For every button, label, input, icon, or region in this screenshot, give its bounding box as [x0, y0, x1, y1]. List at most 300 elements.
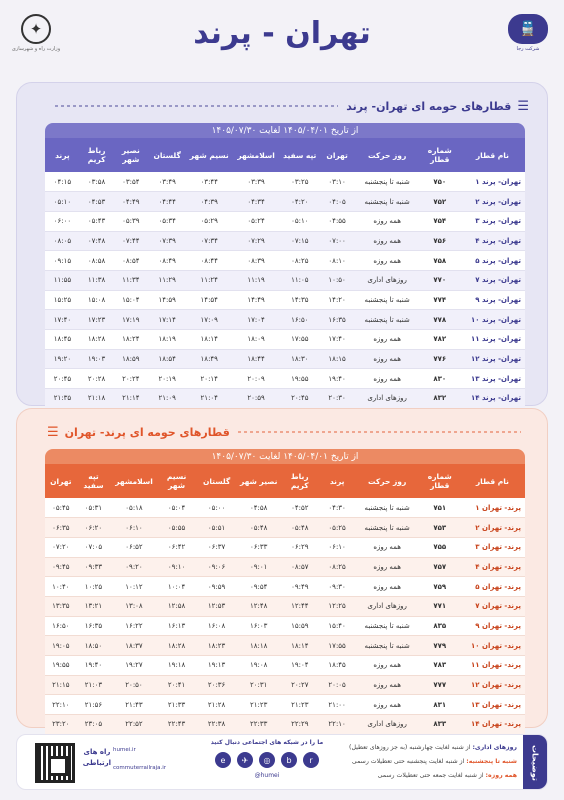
table-row — [45, 330, 525, 350]
time-cell: ۱۱:۵۵ — [45, 270, 80, 290]
train-name-cell: تهران- پرند ۲ — [460, 192, 525, 212]
column-header: روز حرکت — [355, 464, 420, 498]
table-row — [45, 656, 525, 676]
time-cell: ۱۷:۰۹ — [186, 310, 232, 330]
table-row — [45, 616, 525, 636]
table-row — [45, 290, 525, 310]
table-row — [45, 270, 525, 290]
train-name-cell: تهران- پرند ۴ — [460, 231, 525, 251]
time-cell: ۰۶:۲۰ — [77, 518, 111, 538]
time-cell: ۰۴:۰۵ — [320, 192, 355, 212]
time-cell: ۱۵:۴۰ — [320, 616, 355, 636]
time-cell: ۱۹:۰۳ — [80, 349, 114, 369]
notes-list — [337, 741, 517, 783]
time-cell: ۲۰:۴۵ — [45, 369, 80, 389]
section1-date-range: از تاریخ ۱۴۰۵/۰۴/۰۱ لغایت ۱۴۰۵/۰۷/۳۰ — [45, 123, 525, 138]
time-cell: ۱۹:۰۴ — [280, 656, 320, 676]
time-cell: ۰۹:۱۰ — [158, 557, 196, 577]
time-cell: ۲۰:۲۴ — [113, 369, 148, 389]
time-cell: ۱۸:۱۴ — [186, 330, 232, 350]
time-cell: ۱۲:۵۸ — [158, 596, 196, 616]
note1-key: روزهای اداری: — [472, 744, 517, 751]
time-cell: ۰۹:۰۱ — [238, 557, 280, 577]
train-number-cell: ۷۷۱ — [420, 596, 460, 616]
section2-table — [45, 464, 525, 735]
run-days-cell: همه روزه — [355, 251, 420, 271]
time-cell: ۱۸:۵۴ — [148, 349, 186, 369]
time-cell: ۲۰:۲۷ — [280, 675, 320, 695]
table-row — [45, 310, 525, 330]
time-cell: ۰۸:۲۵ — [280, 251, 320, 271]
time-cell: ۲۱:۵۶ — [77, 695, 111, 715]
table-row — [45, 172, 525, 192]
section2-date-range: از تاریخ ۱۴۰۵/۰۴/۰۱ لغایت ۱۴۰۵/۰۷/۳۰ — [45, 449, 525, 464]
time-cell: ۱۸:۱۸ — [238, 636, 280, 656]
time-cell: ۱۸:۲۴ — [113, 330, 148, 350]
train-name-cell: پرند- تهران ۱۰ — [460, 636, 525, 656]
parand-tehran-section — [16, 408, 548, 728]
train-name-cell: پرند- تهران ۴ — [460, 557, 525, 577]
train-number-cell: ۸۳۵ — [420, 616, 460, 636]
train-number-cell: ۷۵۸ — [420, 251, 460, 271]
table-row — [45, 251, 525, 271]
time-cell: ۱۴:۵۴ — [186, 290, 232, 310]
social-block — [187, 739, 347, 779]
run-days-cell: شنبه تا پنجشنبه — [355, 518, 420, 538]
tehran-parand-section — [16, 82, 548, 406]
page-header — [0, 0, 564, 66]
run-days-cell: همه روزه — [355, 656, 420, 676]
time-cell: ۱۹:۱۸ — [158, 656, 196, 676]
run-days-cell: شنبه تا پنجشنبه — [355, 498, 420, 518]
section2-title-bar — [47, 421, 529, 443]
time-cell: ۱۳:۲۱ — [77, 596, 111, 616]
time-cell: ۰۷:۳۴ — [186, 231, 232, 251]
time-cell: ۱۸:۲۸ — [80, 330, 114, 350]
time-cell: ۰۴:۵۳ — [80, 192, 114, 212]
time-cell: ۱۶:۳۵ — [77, 616, 111, 636]
column-header: رباط کریم — [80, 138, 114, 172]
time-cell: ۰۶:۱۰ — [110, 518, 157, 538]
qr-code-icon[interactable] — [35, 743, 75, 783]
time-cell: ۱۵:۵۹ — [280, 616, 320, 636]
time-cell: ۲۱:۰۳ — [77, 675, 111, 695]
train-number-cell: ۸۳۱ — [420, 695, 460, 715]
time-cell: ۰۴:۳۰ — [320, 498, 355, 518]
section1-table-wrap — [45, 123, 525, 409]
time-cell: ۱۰:۱۲ — [110, 577, 157, 597]
table-row — [45, 349, 525, 369]
social-title: ما را در شبکه های اجتماعی دنبال کنید — [210, 739, 324, 746]
time-cell: ۱۸:۵۰ — [77, 636, 111, 656]
time-cell: ۲۱:۲۳ — [280, 695, 320, 715]
time-cell: ۱۷:۱۴ — [148, 310, 186, 330]
time-cell: ۰۴:۲۰ — [280, 192, 320, 212]
page-title: تهران - پرند — [193, 15, 371, 51]
time-cell: ۰۵:۲۴ — [232, 211, 279, 231]
time-cell: ۲۰:۰۹ — [232, 369, 279, 389]
time-cell: ۲۲:۳۳ — [238, 715, 280, 735]
time-cell: ۱۱:۲۴ — [186, 270, 232, 290]
column-header: تپه سفید — [280, 138, 320, 172]
section1-table — [45, 138, 525, 409]
time-cell: ۱۵:۰۸ — [80, 290, 114, 310]
time-cell: ۰۷:۲۰ — [45, 537, 77, 557]
time-cell: ۱۸:۱۵ — [320, 349, 355, 369]
time-cell: ۱۹:۱۳ — [196, 656, 238, 676]
raja-caption: شرکت رجا — [516, 46, 540, 52]
time-cell: ۰۳:۲۵ — [280, 172, 320, 192]
notes-tab: توضیحات — [523, 735, 547, 790]
time-cell: ۱۳:۳۵ — [45, 596, 77, 616]
time-cell: ۱۷:۵۵ — [320, 636, 355, 656]
time-cell: ۲۰:۵۰ — [110, 675, 157, 695]
train-number-cell: ۷۷۸ — [420, 310, 460, 330]
run-days-cell: همه روزه — [355, 675, 420, 695]
time-cell: ۲۱:۳۵ — [45, 389, 80, 409]
run-days-cell: روزهای اداری — [355, 389, 420, 409]
website-link-humei[interactable]: humei.ir — [113, 747, 136, 753]
time-cell: ۲۱:۴۳ — [110, 695, 157, 715]
rubika-icon[interactable]: r — [303, 752, 319, 768]
train-number-cell: ۷۵۳ — [420, 518, 460, 538]
time-cell: ۲۳:۲۰ — [45, 715, 77, 735]
time-cell: ۰۹:۳۰ — [320, 577, 355, 597]
column-header: اسلامشهر — [110, 464, 157, 498]
time-cell: ۲۲:۵۲ — [110, 715, 157, 735]
time-cell: ۲۱:۳۳ — [158, 695, 196, 715]
train-number-cell: ۷۵۶ — [420, 231, 460, 251]
table-row — [45, 695, 525, 715]
time-cell: ۲۳:۰۵ — [77, 715, 111, 735]
time-cell: ۰۴:۵۲ — [280, 498, 320, 518]
train-name-cell: پرند- تهران ۲ — [460, 518, 525, 538]
time-cell: ۰۳:۵۸ — [80, 172, 114, 192]
time-cell: ۱۵:۲۵ — [45, 290, 80, 310]
time-cell: ۰۹:۰۶ — [196, 557, 238, 577]
time-cell: ۰۶:۳۳ — [238, 537, 280, 557]
time-cell: ۰۵:۴۸ — [280, 518, 320, 538]
run-days-cell: همه روزه — [355, 537, 420, 557]
time-cell: ۰۵:۵۱ — [196, 518, 238, 538]
time-cell: ۱۹:۵۵ — [45, 656, 77, 676]
time-cell: ۱۰:۴۰ — [45, 577, 77, 597]
time-cell: ۱۷:۴۰ — [320, 330, 355, 350]
time-cell: ۰۸:۲۵ — [320, 557, 355, 577]
time-cell: ۰۸:۳۹ — [232, 251, 279, 271]
time-cell: ۱۹:۰۵ — [45, 636, 77, 656]
train-number-cell: ۷۸۲ — [420, 330, 460, 350]
time-cell: ۰۶:۳۵ — [45, 518, 77, 538]
time-cell: ۰۳:۴۹ — [148, 172, 186, 192]
run-days-cell: شنبه تا پنجشنبه — [355, 310, 420, 330]
time-cell: ۰۸:۵۴ — [113, 251, 148, 271]
time-cell: ۱۰:۲۵ — [77, 577, 111, 597]
time-cell: ۱۴:۴۹ — [232, 290, 279, 310]
time-cell: ۲۰:۱۹ — [148, 369, 186, 389]
run-days-cell: همه روزه — [355, 211, 420, 231]
time-cell: ۰۵:۴۳ — [80, 211, 114, 231]
time-cell: ۱۸:۲۳ — [196, 636, 238, 656]
time-cell: ۱۷:۱۹ — [113, 310, 148, 330]
rail-icon: ☰ — [47, 424, 59, 440]
time-cell: ۰۴:۴۹ — [113, 192, 148, 212]
train-name-cell: تهران- پرند ۱۱ — [460, 330, 525, 350]
train-number-cell: ۸۳۲ — [420, 389, 460, 409]
time-cell: ۰۶:۴۲ — [158, 537, 196, 557]
column-header: تهران — [320, 138, 355, 172]
table-row — [45, 518, 525, 538]
telegram-icon[interactable]: ✈ — [237, 752, 253, 768]
time-cell: ۱۸:۱۴ — [280, 636, 320, 656]
time-cell: ۱۶:۱۳ — [158, 616, 196, 636]
train-number-cell: ۷۵۵ — [420, 537, 460, 557]
time-cell: ۲۰:۴۵ — [280, 389, 320, 409]
time-cell: ۱۹:۵۵ — [280, 369, 320, 389]
train-number-cell: ۷۷۰ — [420, 270, 460, 290]
note3-key: همه روزه: — [485, 772, 517, 779]
time-cell: ۲۲:۳۸ — [196, 715, 238, 735]
time-cell: ۱۷:۲۳ — [80, 310, 114, 330]
time-cell: ۰۷:۲۹ — [232, 231, 279, 251]
run-days-cell: همه روزه — [355, 231, 420, 251]
time-cell: ۰۵:۳۱ — [77, 498, 111, 518]
train-number-cell: ۷۷۶ — [420, 349, 460, 369]
run-days-cell: همه روزه — [355, 369, 420, 389]
time-cell: ۰۹:۵۴ — [238, 577, 280, 597]
run-days-cell: شنبه تا پنجشنبه — [355, 636, 420, 656]
time-cell: ۰۷:۰۰ — [320, 231, 355, 251]
train-logo-icon: 🚆 — [508, 14, 548, 44]
column-header: گلستان — [148, 138, 186, 172]
footer-notes — [16, 734, 548, 790]
time-cell: ۱۸:۴۵ — [45, 330, 80, 350]
column-header: پرند — [320, 464, 355, 498]
time-cell: ۱۶:۰۳ — [238, 616, 280, 636]
time-cell: ۰۴:۵۸ — [238, 498, 280, 518]
table-row — [45, 675, 525, 695]
train-name-cell: تهران- پرند ۵ — [460, 251, 525, 271]
time-cell: ۰۳:۵۴ — [113, 172, 148, 192]
column-header: نصیر شهر — [238, 464, 280, 498]
time-cell: ۰۳:۱۰ — [320, 172, 355, 192]
time-cell: ۱۱:۰۵ — [280, 270, 320, 290]
time-cell: ۰۵:۳۹ — [113, 211, 148, 231]
column-header: شماره قطار — [420, 464, 460, 498]
train-number-cell: ۷۵۹ — [420, 577, 460, 597]
run-days-cell: همه روزه — [355, 349, 420, 369]
time-cell: ۰۵:۴۵ — [45, 498, 77, 518]
contact-label: راه های ارتباطی — [82, 748, 111, 767]
time-cell: ۰۹:۵۹ — [196, 577, 238, 597]
time-cell: ۱۴:۳۵ — [280, 290, 320, 310]
train-number-cell: ۷۷۴ — [420, 290, 460, 310]
time-cell: ۱۷:۴۰ — [45, 310, 80, 330]
column-header: نصیر شهر — [113, 138, 148, 172]
train-name-cell: پرند- تهران ۱ — [460, 498, 525, 518]
time-cell: ۱۸:۵۹ — [113, 349, 148, 369]
time-cell: ۰۸:۵۸ — [80, 251, 114, 271]
rail-track-decoration — [238, 431, 521, 433]
time-cell: ۲۱:۰۹ — [148, 389, 186, 409]
time-cell: ۰۵:۵۵ — [158, 518, 196, 538]
time-cell: ۱۸:۰۹ — [232, 330, 279, 350]
time-cell: ۲۱:۱۴ — [113, 389, 148, 409]
time-cell: ۱۱:۳۴ — [113, 270, 148, 290]
train-name-cell: تهران- پرند ۱۰ — [460, 310, 525, 330]
train-name-cell: پرند- تهران ۷ — [460, 596, 525, 616]
train-name-cell: پرند- تهران ۱۲ — [460, 675, 525, 695]
time-cell: ۰۴:۳۹ — [186, 192, 232, 212]
time-cell: ۰۹:۱۵ — [45, 251, 80, 271]
time-cell: ۲۱:۱۵ — [45, 675, 77, 695]
time-cell: ۲۲:۱۰ — [320, 715, 355, 735]
time-cell: ۰۵:۰۴ — [158, 498, 196, 518]
time-cell: ۲۲:۲۹ — [280, 715, 320, 735]
time-cell: ۰۷:۳۹ — [148, 231, 186, 251]
raja-logo — [506, 9, 550, 57]
time-cell: ۰۶:۳۷ — [196, 537, 238, 557]
table-row — [45, 192, 525, 212]
time-cell: ۰۸:۴۹ — [148, 251, 186, 271]
table-row — [45, 231, 525, 251]
section1-title: قطارهای حومه ای تهران- پرند — [346, 99, 512, 113]
time-cell: ۰۸:۱۰ — [320, 251, 355, 271]
section2-header-row — [45, 464, 525, 498]
time-cell: ۰۵:۱۰ — [280, 211, 320, 231]
time-cell: ۱۵:۰۴ — [113, 290, 148, 310]
time-cell: ۱۴:۵۹ — [148, 290, 186, 310]
note3-text: از شنبه لغایت جمعه حتی تعطیلات رسمی — [377, 772, 486, 779]
time-cell: ۱۸:۳۷ — [110, 636, 157, 656]
time-cell: ۰۶:۱۰ — [320, 537, 355, 557]
time-cell: ۱۹:۲۰ — [45, 349, 80, 369]
time-cell: ۰۳:۳۹ — [232, 172, 279, 192]
run-days-cell: شنبه تا پنجشنبه — [355, 290, 420, 310]
time-cell: ۰۹:۴۵ — [45, 557, 77, 577]
note-sat-thu — [337, 755, 517, 769]
website-link-commuter[interactable]: commuterrailraja.ir — [113, 765, 167, 771]
train-name-cell: تهران- پرند ۱۴ — [460, 389, 525, 409]
run-days-cell: شنبه تا پنجشنبه — [355, 172, 420, 192]
time-cell: ۰۴:۴۴ — [148, 192, 186, 212]
time-cell: ۱۹:۰۸ — [238, 656, 280, 676]
time-cell: ۰۶:۰۰ — [45, 211, 80, 231]
train-number-cell: ۸۳۳ — [420, 715, 460, 735]
time-cell: ۱۷:۰۴ — [232, 310, 279, 330]
note-every-day — [337, 769, 517, 783]
column-header: نام قطار — [460, 464, 525, 498]
time-cell: ۱۸:۲۸ — [158, 636, 196, 656]
time-cell: ۱۶:۰۸ — [196, 616, 238, 636]
time-cell: ۱۶:۲۲ — [110, 616, 157, 636]
time-cell: ۱۹:۴۰ — [320, 369, 355, 389]
train-name-cell: پرند- تهران ۱۴ — [460, 715, 525, 735]
time-cell: ۰۷:۴۸ — [80, 231, 114, 251]
time-cell: ۱۹:۴۰ — [77, 656, 111, 676]
time-cell: ۲۱:۰۴ — [186, 389, 232, 409]
column-header: نسیم شهر — [186, 138, 232, 172]
section1-header-row — [45, 138, 525, 172]
train-number-cell: ۷۷۹ — [420, 636, 460, 656]
time-cell: ۰۹:۳۳ — [77, 557, 111, 577]
time-cell: ۲۰:۱۴ — [186, 369, 232, 389]
train-number-cell: ۷۸۳ — [420, 656, 460, 676]
time-cell: ۱۹:۲۷ — [110, 656, 157, 676]
time-cell: ۱۱:۳۸ — [80, 270, 114, 290]
time-cell: ۱۲:۵۳ — [196, 596, 238, 616]
instagram-icon[interactable]: ◎ — [259, 752, 275, 768]
train-name-cell: تهران- پرند ۷ — [460, 270, 525, 290]
time-cell: ۰۴:۳۴ — [232, 192, 279, 212]
train-number-cell: ۷۵۲ — [420, 192, 460, 212]
time-cell: ۰۷:۰۵ — [77, 537, 111, 557]
column-header: تهران — [45, 464, 77, 498]
table-row — [45, 211, 525, 231]
rail-icon: ☰ — [517, 98, 529, 114]
time-cell: ۰۵:۲۹ — [186, 211, 232, 231]
time-cell: ۲۰:۵۹ — [232, 389, 279, 409]
time-cell: ۲۰:۳۱ — [238, 675, 280, 695]
run-days-cell: همه روزه — [355, 557, 420, 577]
website-links — [113, 741, 183, 777]
train-name-cell: پرند- تهران ۵ — [460, 577, 525, 597]
column-header: گلستان — [196, 464, 238, 498]
section1-body — [45, 172, 525, 408]
time-cell: ۰۵:۳۴ — [148, 211, 186, 231]
time-cell: ۰۶:۵۲ — [110, 537, 157, 557]
eitaa-icon[interactable]: e — [215, 752, 231, 768]
time-cell: ۱۲:۴۸ — [238, 596, 280, 616]
train-name-cell: پرند- تهران ۱۳ — [460, 695, 525, 715]
time-cell: ۱۴:۲۰ — [320, 290, 355, 310]
time-cell: ۱۰:۰۴ — [158, 577, 196, 597]
train-name-cell: تهران- پرند ۱۲ — [460, 349, 525, 369]
rail-track-decoration — [55, 105, 338, 107]
column-header: تپه سفید — [77, 464, 111, 498]
time-cell: ۲۱:۲۳ — [238, 695, 280, 715]
time-cell: ۱۰:۵۰ — [320, 270, 355, 290]
column-header: رباط کریم — [280, 464, 320, 498]
time-cell: ۰۶:۲۹ — [280, 537, 320, 557]
time-cell: ۱۸:۱۹ — [148, 330, 186, 350]
table-row — [45, 715, 525, 735]
train-number-cell: ۷۵۴ — [420, 211, 460, 231]
ministry-logo — [11, 9, 61, 57]
time-cell: ۲۱:۱۸ — [80, 389, 114, 409]
table-row — [45, 389, 525, 409]
time-cell: ۰۵:۲۵ — [320, 518, 355, 538]
time-cell: ۰۵:۴۸ — [238, 518, 280, 538]
time-cell: ۰۷:۴۴ — [113, 231, 148, 251]
section1-title-bar — [47, 95, 529, 117]
time-cell: ۱۸:۳۰ — [280, 349, 320, 369]
ministry-caption: وزارت راه و شهرسازی — [11, 46, 61, 52]
column-header: نام قطار — [460, 138, 525, 172]
time-cell: ۱۷:۵۵ — [280, 330, 320, 350]
train-number-cell: ۸۳۰ — [420, 369, 460, 389]
run-days-cell: همه روزه — [355, 577, 420, 597]
time-cell: ۲۰:۳۶ — [196, 675, 238, 695]
train-name-cell: پرند- تهران ۳ — [460, 537, 525, 557]
time-cell: ۱۱:۱۹ — [232, 270, 279, 290]
social-handle[interactable]: @humei — [254, 772, 280, 779]
bale-icon[interactable]: b — [281, 752, 297, 768]
time-cell: ۱۱:۲۹ — [148, 270, 186, 290]
train-name-cell: پرند- تهران ۱۱ — [460, 656, 525, 676]
run-days-cell: همه روزه — [355, 330, 420, 350]
train-number-cell: ۷۵۷ — [420, 557, 460, 577]
